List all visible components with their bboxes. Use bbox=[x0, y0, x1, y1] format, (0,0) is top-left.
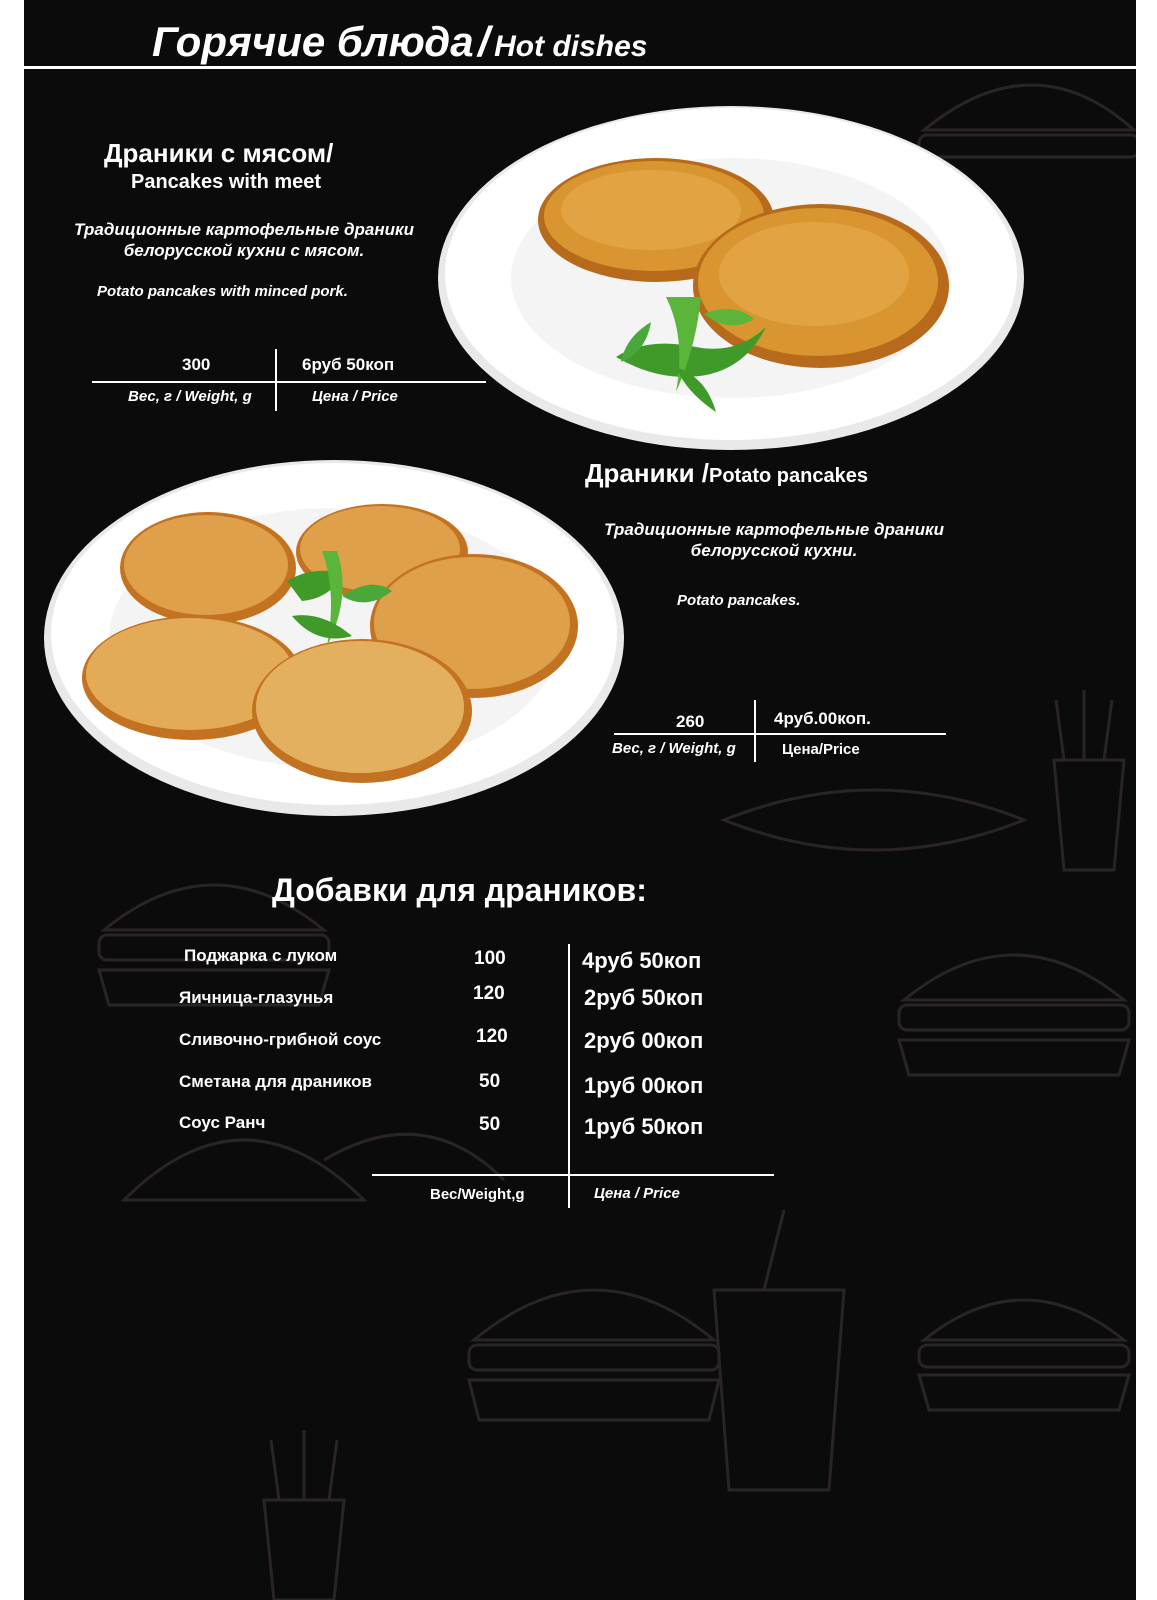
additions-weight-label: Вес/Weight,g bbox=[430, 1186, 525, 1203]
addition-name: Соус Ранч bbox=[179, 1113, 266, 1132]
plate-meat-pancakes-photo bbox=[436, 102, 1026, 452]
header-separator: / bbox=[478, 18, 490, 65]
addition-weight: 120 bbox=[476, 1026, 508, 1047]
dish2-weight-label: Вес, г / Weight, g bbox=[612, 740, 736, 757]
dish2-price-vline bbox=[754, 700, 756, 762]
dish1-desc-line2: белорусской кухни с мясом. bbox=[123, 241, 365, 260]
addition-weight: 120 bbox=[473, 983, 505, 1004]
dish2-price-label: Цена/Price bbox=[782, 741, 860, 758]
dish2-desc-line2: белорусской кухни. bbox=[690, 541, 858, 560]
meat-pancake bbox=[693, 204, 949, 368]
addition-price: 1руб 00коп bbox=[584, 1073, 704, 1098]
header-rule bbox=[24, 66, 1136, 69]
burger-doodle bbox=[899, 955, 1129, 1075]
dish1-desc-en: Potato pancakes with minced pork. bbox=[97, 283, 348, 300]
dish1-subtitle: Pancakes with meet bbox=[131, 171, 322, 193]
dish1-title: Драники с мясом/ bbox=[104, 138, 334, 168]
dish1-description bbox=[44, 219, 444, 261]
dish2-title: Драники / bbox=[585, 458, 709, 488]
addition-name: Поджарка с луком bbox=[184, 946, 338, 965]
additions-vline bbox=[568, 944, 570, 1208]
potato-pancake bbox=[120, 512, 296, 624]
dish2-weight: 260 bbox=[676, 712, 705, 731]
dish1-weight-label: Вес, г / Weight, g bbox=[128, 388, 252, 405]
plate-potato-pancakes-photo bbox=[42, 456, 628, 818]
dish1-price-vline bbox=[275, 349, 277, 411]
addition-price: 2руб 00коп bbox=[584, 1028, 704, 1053]
dish2-desc-en: Potato pancakes. bbox=[677, 592, 801, 609]
page-header bbox=[152, 18, 648, 66]
dish2-subtitle: Potato pancakes bbox=[709, 465, 868, 487]
hotdog-doodle bbox=[724, 790, 1024, 850]
burger-doodle bbox=[919, 1300, 1129, 1410]
header-title-en: Hot dishes bbox=[494, 30, 648, 63]
addition-price: 1руб 50коп bbox=[584, 1114, 704, 1139]
dish1-weight: 300 bbox=[182, 355, 211, 374]
dish1-price-label: Цена / Price bbox=[312, 388, 398, 405]
dish1-desc-line1: Традиционные картофельные драники bbox=[74, 220, 414, 239]
dish2-price: 4руб.00коп. bbox=[774, 709, 871, 728]
additions-price-label: Цена / Price bbox=[594, 1185, 680, 1202]
burger-doodle bbox=[469, 1290, 719, 1420]
dish1-price-hline bbox=[92, 381, 486, 383]
dish2-price-hline bbox=[614, 733, 946, 735]
addition-price: 2руб 50коп bbox=[584, 985, 704, 1010]
addition-weight: 100 bbox=[474, 948, 506, 969]
fries-doodle bbox=[264, 1430, 344, 1600]
addition-name: Сливочно-грибной соус bbox=[179, 1030, 382, 1049]
addition-weight: 50 bbox=[479, 1114, 501, 1135]
menu-page bbox=[24, 0, 1136, 1600]
addition-name: Сметана для драников bbox=[179, 1072, 373, 1091]
header-title-ru: Горячие блюда bbox=[152, 18, 474, 65]
cup-doodle bbox=[714, 1210, 844, 1490]
additions-title: Добавки для драников: bbox=[272, 872, 647, 908]
potato-pancake bbox=[252, 639, 472, 783]
addition-weight: 50 bbox=[479, 1071, 501, 1092]
fries-doodle bbox=[1054, 690, 1124, 870]
dish2-desc-line1: Традиционные картофельные драники bbox=[604, 520, 944, 539]
additions-hline bbox=[372, 1174, 774, 1176]
dish2-description bbox=[574, 519, 974, 561]
addition-name: Яичница-глазунья bbox=[179, 988, 334, 1007]
addition-price: 4руб 50коп bbox=[582, 948, 702, 973]
dish1-price: 6руб 50коп bbox=[302, 355, 395, 374]
